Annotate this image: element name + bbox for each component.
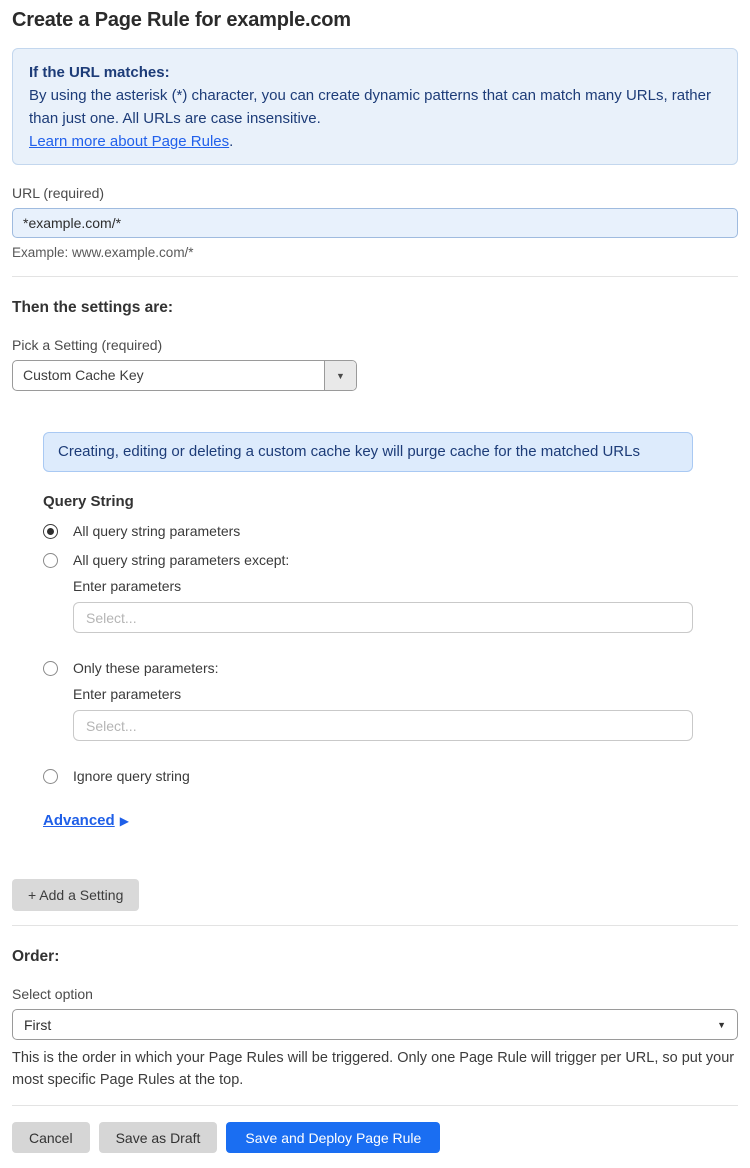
radio-label[interactable]: Ignore query string bbox=[73, 768, 190, 784]
url-input[interactable] bbox=[12, 208, 738, 238]
settings-heading: Then the settings are: bbox=[12, 299, 174, 316]
enter-parameters-label: Enter parameters bbox=[73, 578, 182, 594]
radio-option-all-except[interactable] bbox=[43, 552, 738, 568]
radio-label[interactable]: All query string parameters except: bbox=[73, 552, 290, 568]
caret-right-icon: ▶ bbox=[119, 814, 129, 828]
divider bbox=[12, 276, 738, 277]
except-parameters-input[interactable] bbox=[73, 602, 693, 633]
radio-button[interactable] bbox=[43, 553, 58, 568]
add-setting-button[interactable]: + Add a Setting bbox=[12, 879, 139, 911]
divider bbox=[12, 1105, 738, 1106]
radio-button[interactable] bbox=[43, 769, 58, 784]
enter-parameters-label: Enter parameters bbox=[73, 686, 182, 702]
save-as-draft-button[interactable]: Save as Draft bbox=[99, 1122, 218, 1153]
order-heading: Order: bbox=[12, 948, 60, 965]
advanced-row bbox=[43, 812, 738, 829]
footer-actions bbox=[12, 1122, 738, 1153]
cache-purge-notice: Creating, editing or deleting a custom cache key will purge cache for the matched URLs bbox=[43, 432, 693, 472]
learn-more-link[interactable]: Learn more about Page Rules bbox=[29, 133, 230, 150]
order-select[interactable] bbox=[12, 1009, 738, 1040]
url-label: URL (required) bbox=[12, 185, 105, 201]
radio-button[interactable] bbox=[43, 661, 58, 676]
info-box-body: By using the asterisk (*) character, you can create dynamic patterns that can match many URLs, rather than just one. All URLs are case insensitive. bbox=[29, 87, 711, 127]
setting-select-value: Custom Cache Key bbox=[23, 367, 144, 383]
order-help-text: This is the order in which your Page Rules will be triggered. Only one Page Rule will trigger per URL, so put your most specific Page Rules at the top. bbox=[12, 1050, 735, 1088]
radio-label[interactable]: All query string parameters bbox=[73, 523, 241, 539]
page-title: Create a Page Rule for example.com bbox=[12, 9, 351, 31]
url-match-info-box bbox=[12, 48, 738, 165]
radio-button[interactable] bbox=[43, 524, 58, 539]
radio-option-only-these[interactable] bbox=[43, 660, 738, 676]
divider bbox=[12, 925, 738, 926]
order-select-label: Select option bbox=[12, 986, 93, 1002]
save-and-deploy-button[interactable]: Save and Deploy Page Rule bbox=[226, 1122, 440, 1153]
setting-select[interactable] bbox=[12, 360, 357, 391]
radio-label[interactable]: Only these parameters: bbox=[73, 660, 219, 676]
info-box-heading: If the URL matches: bbox=[29, 64, 170, 81]
advanced-link[interactable]: Advanced bbox=[43, 812, 115, 829]
caret-down-icon[interactable]: ▼ bbox=[324, 361, 356, 390]
radio-option-all-params[interactable] bbox=[43, 523, 738, 539]
pick-setting-label: Pick a Setting (required) bbox=[12, 337, 163, 353]
caret-down-icon: ▼ bbox=[717, 1019, 726, 1030]
info-box-link-row bbox=[29, 130, 721, 153]
link-suffix: . bbox=[229, 133, 234, 150]
radio-option-ignore-qs[interactable] bbox=[43, 768, 738, 784]
cancel-button[interactable]: Cancel bbox=[12, 1122, 90, 1153]
order-select-value: First bbox=[24, 1016, 52, 1033]
url-example-text: Example: www.example.com/* bbox=[12, 245, 194, 260]
only-parameters-input[interactable] bbox=[73, 710, 693, 741]
query-string-heading: Query String bbox=[43, 493, 134, 510]
